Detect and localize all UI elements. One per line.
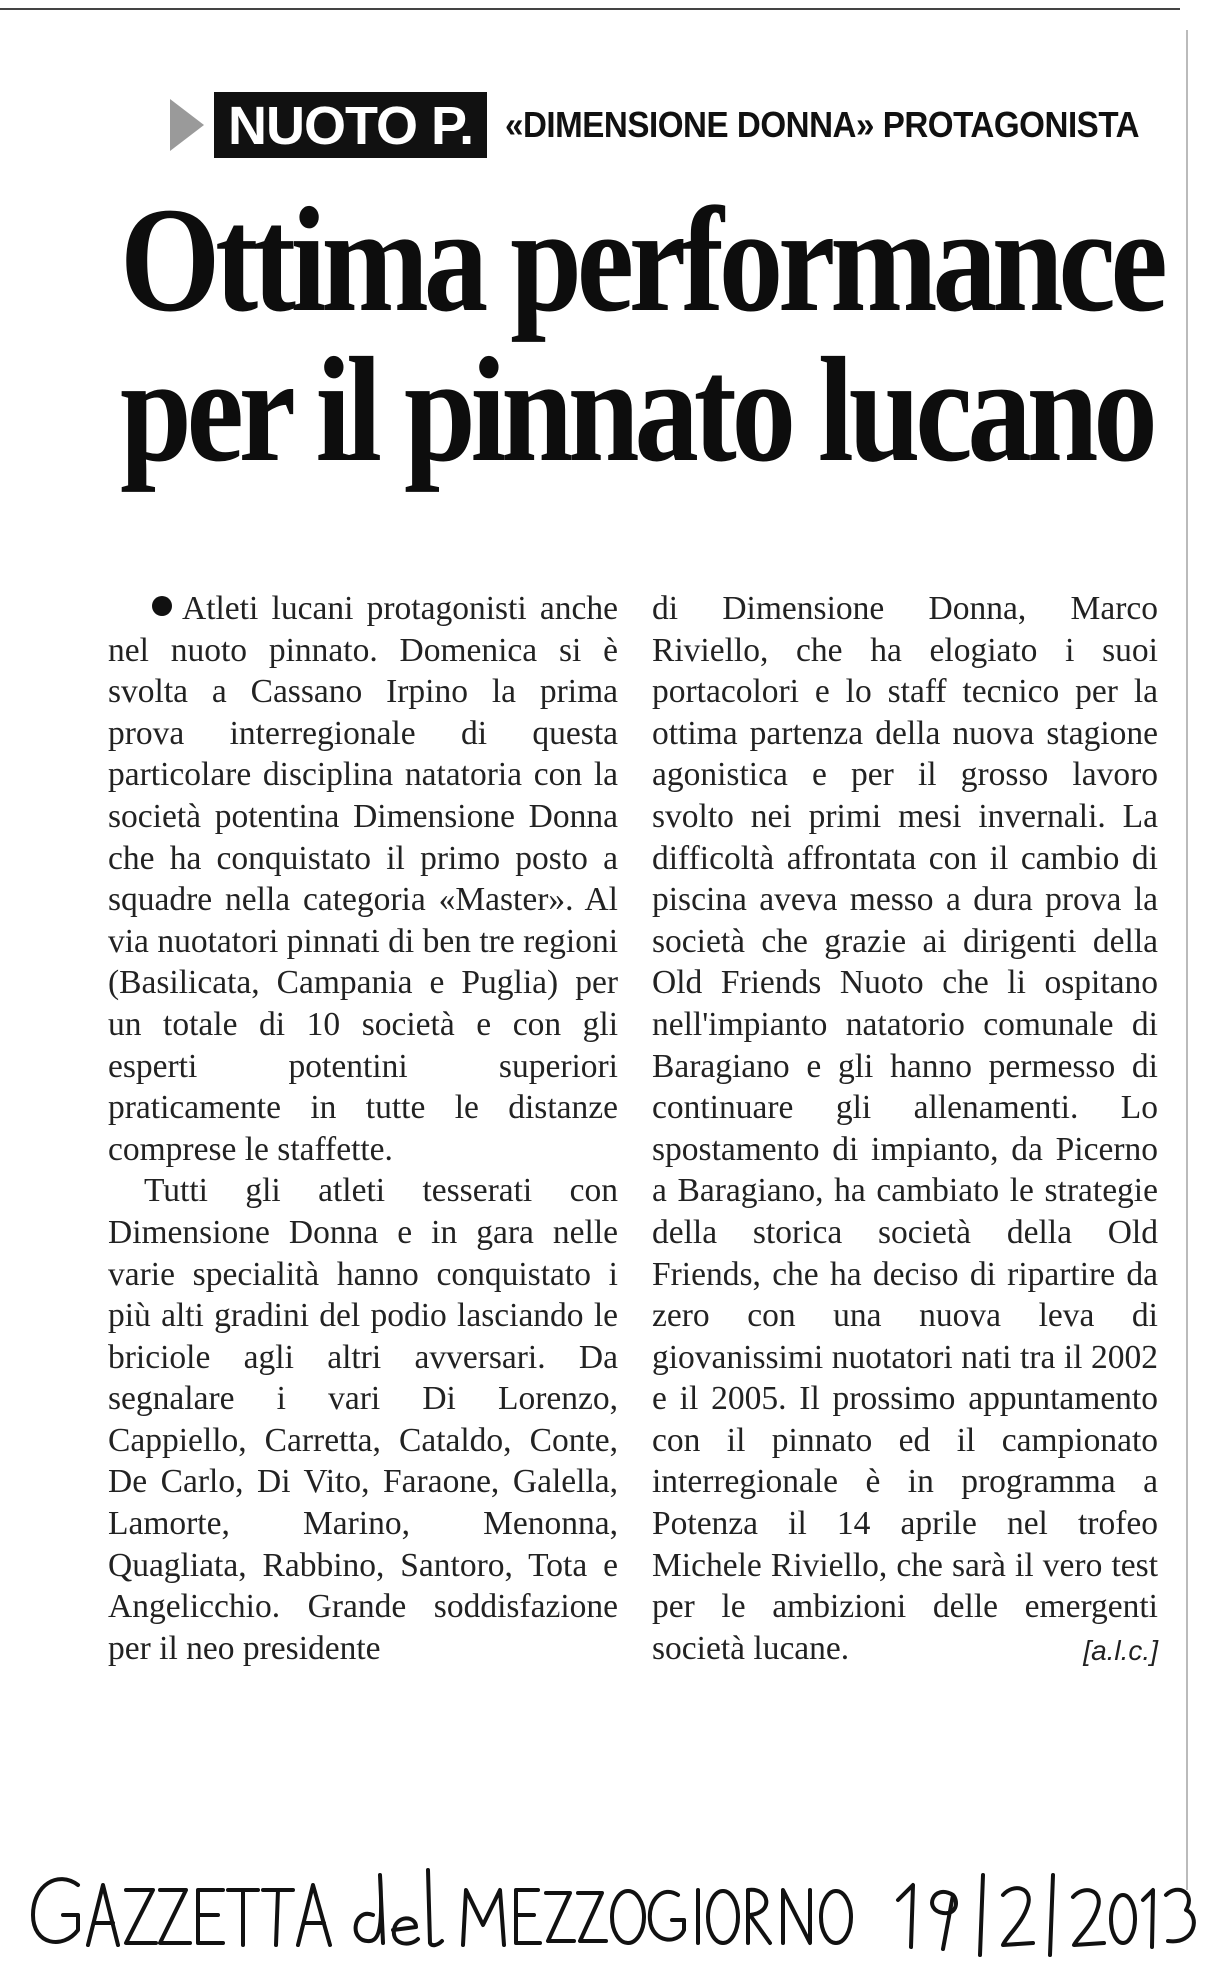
headline-line-2: per il pinnato lucano <box>120 327 1153 493</box>
kicker <box>170 92 1194 158</box>
top-rule <box>0 8 1180 10</box>
handwritten-note <box>18 1845 1198 1965</box>
paragraph-text: Atleti lucani protagonisti anche nel nuoto pinnato. Domenica si è svolta a Cassano Irpino la prima prova interregionale di questa particolare disciplina natatoria con la società potentina Dimensione Donna che ha conquistato il primo posto a squadre nella categoria «Master». Al via nuotatori pinnati di ben tre regioni (Basilicata, Campania e Puglia) per un totale di 10 società e con gli esperti potentini superiori praticamente in tutte le distanze comprese le staffette. <box>108 590 618 1168</box>
paragraph <box>652 588 1158 1669</box>
headline-line-1: Ottima performance <box>120 177 1163 343</box>
headline <box>120 177 1163 493</box>
paragraph <box>108 588 618 1170</box>
kicker-subtitle: «DIMENSIONE DONNA» PROTAGONISTA <box>505 104 1140 145</box>
article-column-left <box>108 588 618 1669</box>
article-column-right <box>652 588 1158 1671</box>
right-rule <box>1186 30 1188 1890</box>
paragraph: Tutti gli atleti tesserati con Dimensione Donna e in gara nelle varie specialità hanno conquistato i più alti gradini del podio lasciando le briciole agli altri avversari. Da segnalare i vari Di Lorenzo, Cappiello, Carretta, Cataldo, Conte, De Carlo, Di Vito, Faraone, Galella, Lamorte, Marino, Menonna, Quagliata, Rabbino, Santoro, Tota e Angelicchio. Grande soddisfazione per il neo presidente <box>108 1172 618 1667</box>
author-signature: [a.l.c.] <box>1083 1634 1158 1666</box>
arrow-icon <box>170 99 204 151</box>
section-label: NUOTO P. <box>214 92 487 158</box>
bullet-icon <box>152 596 172 616</box>
paragraph-text: di Dimensione Donna, Marco Riviello, che ha elogiato i suoi portacolori e lo staff tecnico per la ottima partenza della nuova stagione agonistica e per il grosso lavoro svolto nei primi mesi invernali. La difficoltà affrontata con il cambio di piscina aveva messo a dura prova la società che grazie ai dirigenti della Old Friends Nuoto che li ospitano nell'impianto natatorio comunale di Baragiano e gli hanno permesso di continuare gli allenamenti. Lo spostamento di impianto, da Picerno a Baragiano, ha cambiato le strategie della storica società della Old Friends, che ha deciso di ripartire da zero con una nuova leva di giovanissimi nuotatori nati tra il 2002 e il 2005. Il prossimo appuntamento con il pinnato ed il campionato interregionale è in programma a Potenza il 14 aprile nel trofeo Michele Riviello, che sarà il vero test per le ambizioni delle emergenti società lucane. <box>652 590 1158 1667</box>
